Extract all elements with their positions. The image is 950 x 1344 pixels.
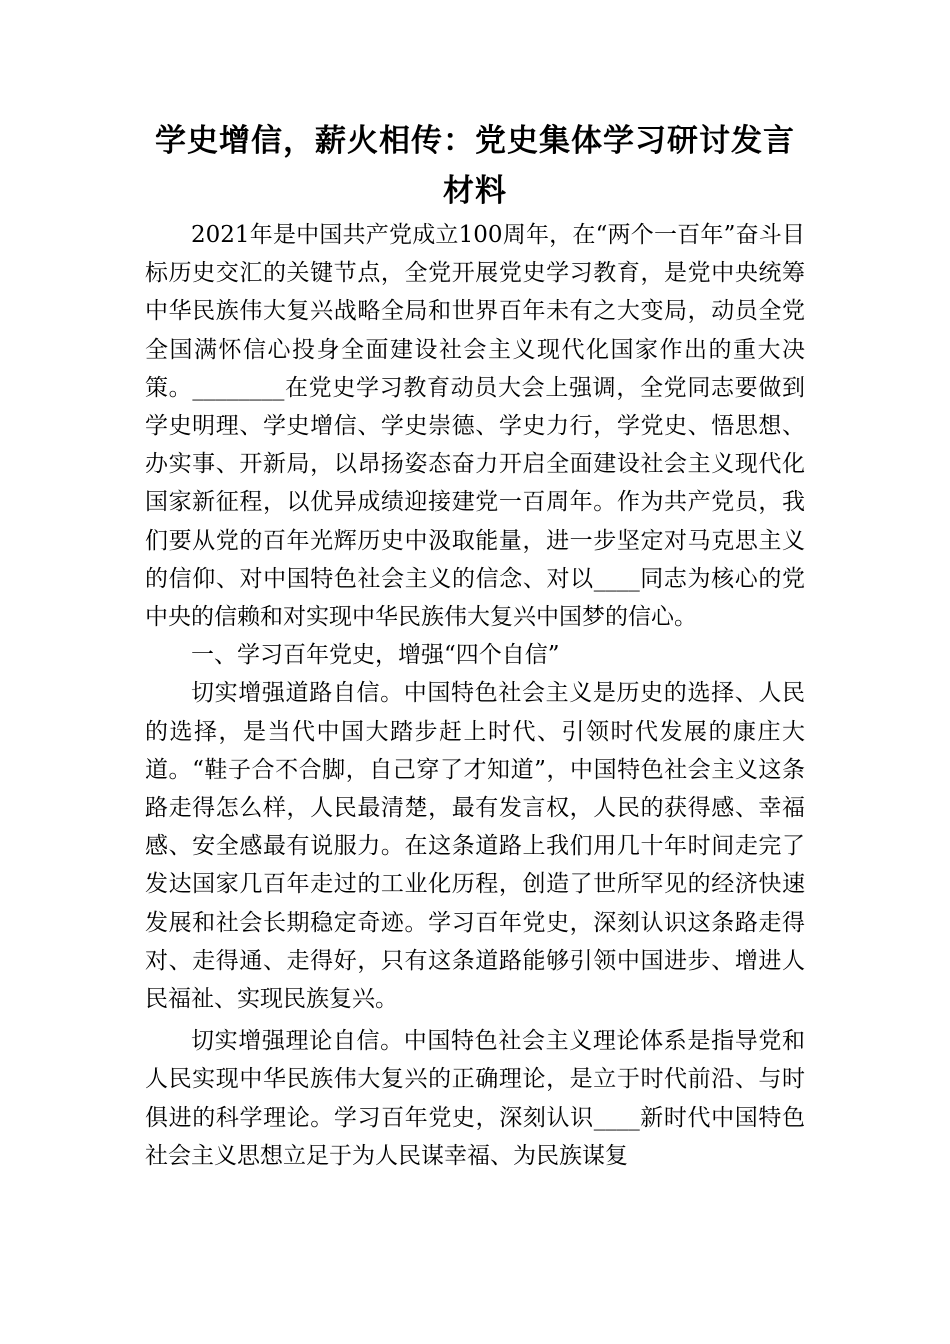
document-body — [145, 116, 805, 1175]
section-heading: 一、学习百年党史，增强“四个自信” — [191, 642, 560, 669]
theory-confidence-paragraph: 切实增强理论自信。中国特色社会主义理论体系是指导党和人民实现中华民族伟大复兴的正确理论，是立于时代前沿、与时俱进的科学理论。学习百年党史，深刻认识____新时代中国特色社会主义思想立足于为人民谋幸福、为民族谋复 — [145, 1028, 805, 1169]
intro-paragraph: 2021年是中国共产党成立100周年，在“两个一百年”奋斗目标历史交汇的关键节点，全党开展党史学习教育，是党中央统筹中华民族伟大复兴战略全局和世界百年未有之大变局，动员全党全国满怀信心投身全面建设社会主义现代化国家作出的重大决策。________在党史学习教育动员大会上强调，全党同志要做到学史明理、学史增信、学史崇德、学史力行，学党史、悟思想、办实事、开新局，以昂扬姿态奋力开启全面建设社会主义现代化国家新征程，以优异成绩迎接建党一百周年。作为共产党员，我们要从党的百年光辉历史中汲取能量，进一步坚定对马克思主义的信仰、对中国特色社会主义的信念、对以____同志为核心的党中央的信赖和对实现中华民族伟大复兴中国梦的信心。 — [145, 222, 805, 631]
document-title: 学史增信，薪火相传：党史集体学习研讨发言材料 — [155, 123, 795, 209]
road-confidence-paragraph: 切实增强道路自信。中国特色社会主义是历史的选择、人民的选择，是当代中国大踏步赶上时代、引领时代发展的康庄大道。“鞋子合不合脚，自己穿了才知道”，中国特色社会主义这条路走得怎么样，人民最清楚，最有发言权，人民的获得感、幸福感、安全感最有说服力。在这条道路上我们用几十年时间走完了发达国家几百年走过的工业化历程，创造了世所罕见的经济快速发展和社会长期稳定奇迹。学习百年党史，深刻认识这条路走得对、走得通、走得好，只有这条道路能够引领中国进步、增进人民福祉、实现民族复兴。 — [145, 680, 805, 1013]
